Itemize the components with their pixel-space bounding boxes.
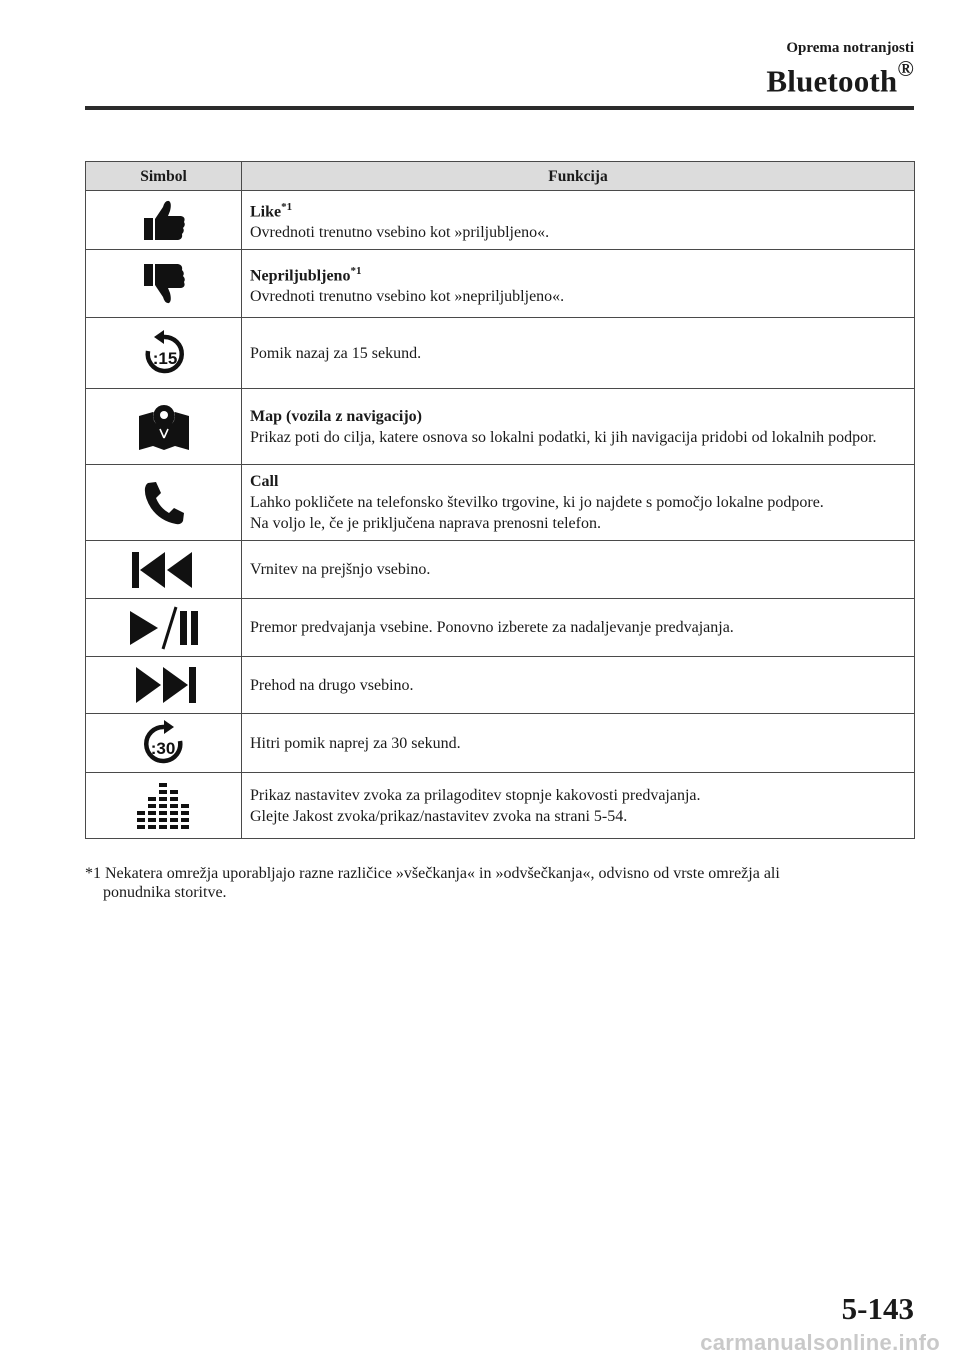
rewind-15-label: :15 <box>152 349 177 369</box>
function-text: Vrnitev na prejšnjo vsebino. <box>250 561 431 579</box>
table-row <box>86 389 915 465</box>
footnote-marker: *1 <box>85 865 101 882</box>
function-cell <box>242 389 915 465</box>
watermark: carmanualsonline.info <box>700 1330 940 1355</box>
symbol-cell <box>86 714 242 773</box>
symbol-cell <box>86 773 242 839</box>
phone-icon <box>142 480 186 526</box>
forward-30-icon <box>140 719 188 767</box>
table-row <box>86 191 915 250</box>
table-row <box>86 250 915 318</box>
footnote-text: Nekatera omrežja uporabljajo razne različice »všečkanja« in »odvšečkanja«, odvisno od vrste omrežja ali <box>105 865 780 882</box>
function-text: Premor predvajanja vsebine. Ponovno izberete za nadaljevanje predvajanja. <box>250 619 734 637</box>
function-cell <box>242 250 915 318</box>
play-pause-icon <box>126 605 202 651</box>
symbol-cell <box>86 191 242 250</box>
section-title: Oprema notranjosti <box>786 40 914 56</box>
function-cell <box>242 318 915 389</box>
forward-30-label: :30 <box>150 739 175 759</box>
function-text-2: Glejte Jakost zvoka/prikaz/nastavitev zvoka na strani 5-54. <box>250 807 628 825</box>
footnote-mark: *1 <box>281 201 293 213</box>
column-header-symbol: Simbol <box>86 162 242 191</box>
registered-mark: ® <box>897 56 914 81</box>
footnote-mark: *1 <box>350 264 362 277</box>
table-row <box>86 773 915 839</box>
function-text: Lahko pokličete na telefonsko številko trgovine, ki jo najdete s pomočjo lokalne podpore. <box>250 494 824 512</box>
symbol-cell <box>86 250 242 318</box>
header-rule <box>85 106 914 110</box>
function-text: Ovrednoti trenutno vsebino kot »priljubljeno«. <box>250 224 550 242</box>
function-cell <box>242 599 915 657</box>
function-title: Nepriljubljeno <box>250 266 351 284</box>
symbol-cell <box>86 465 242 541</box>
column-header-function: Funkcija <box>242 162 915 191</box>
symbol-cell <box>86 541 242 599</box>
symbol-cell <box>86 318 242 389</box>
thumbs-down-icon <box>141 261 187 307</box>
function-text: Prikaz nastavitev zvoka za prilagoditev stopnje kakovosti predvajanja. <box>250 786 701 804</box>
symbol-cell <box>86 389 242 465</box>
table-row <box>86 465 915 541</box>
function-cell <box>242 541 915 599</box>
footnote <box>85 864 915 902</box>
function-text: Prehod na drugo vsebino. <box>250 676 414 694</box>
next-track-icon <box>130 665 198 705</box>
table-row <box>86 318 915 389</box>
symbol-table <box>85 161 915 839</box>
function-text: Hitri pomik naprej za 30 sekund. <box>250 734 461 752</box>
equalizer-icon <box>136 781 192 831</box>
table-header-row <box>86 162 915 191</box>
rewind-15-icon <box>140 329 188 377</box>
symbol-cell <box>86 657 242 714</box>
table-row <box>86 657 915 714</box>
symbol-cell <box>86 599 242 657</box>
page-title-text: Bluetooth <box>766 63 898 99</box>
map-pin-icon <box>137 402 191 452</box>
function-cell <box>242 773 915 839</box>
function-title: Map (vozila z navigacijo) <box>250 407 422 425</box>
function-title: Like <box>250 203 282 221</box>
function-cell <box>242 657 915 714</box>
table-row <box>86 541 915 599</box>
function-cell <box>242 465 915 541</box>
page-title <box>766 56 914 99</box>
function-cell <box>242 714 915 773</box>
function-text: Prikaz poti do cilja, katere osnova so lokalni podatki, ki jih navigacija pridobi od lokalnih podpor. <box>250 428 877 446</box>
footnote-line-1 <box>85 864 915 883</box>
page-number: 5-143 <box>841 1291 914 1326</box>
thumbs-up-icon <box>141 197 187 243</box>
function-text: Pomik nazaj za 15 sekund. <box>250 344 422 362</box>
footnote-line-2: ponudnika storitve. <box>103 884 227 901</box>
function-text-2: Na voljo le, če je priključena naprava prenosni telefon. <box>250 515 601 533</box>
function-text: Ovrednoti trenutno vsebino kot »nepriljubljeno«. <box>250 287 565 305</box>
function-cell <box>242 191 915 250</box>
table-row <box>86 599 915 657</box>
function-title: Call <box>250 473 279 491</box>
previous-track-icon <box>130 550 198 590</box>
table-row <box>86 714 915 773</box>
